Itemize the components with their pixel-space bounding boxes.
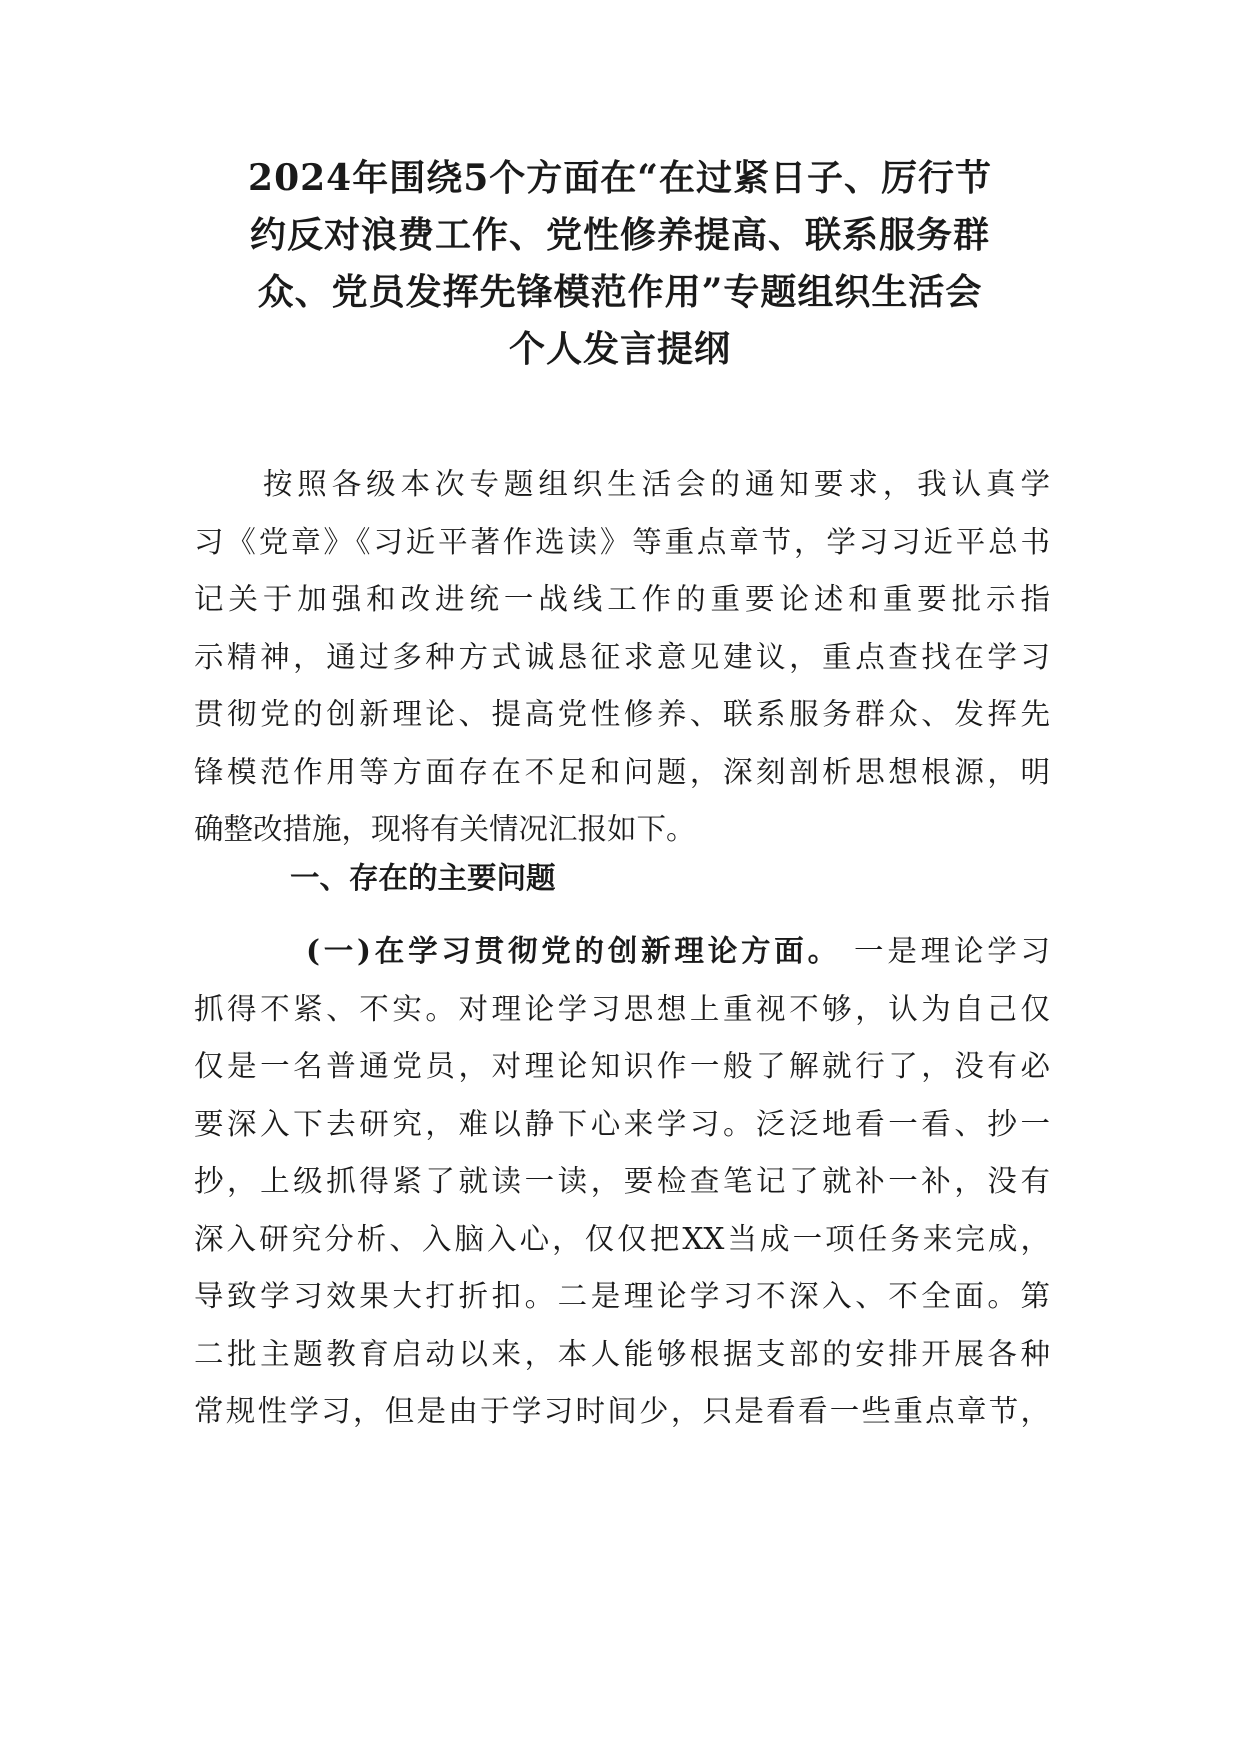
section-heading: 一、存在的主要问题: [290, 860, 556, 895]
paragraph-line: 按照各级本次专题组织生活会的通知要求，我认真学: [194, 467, 1050, 501]
paragraph-line: 抓得不紧、不实。对理论学习思想上重视不够，认为自己仅: [194, 991, 1050, 1026]
paragraph-line: 记关于加强和改进统一战线工作的重要论述和重要批示指: [194, 582, 1050, 616]
document-title: [180, 150, 1060, 378]
paragraph-line: 抄，上级抓得紧了就读一读，要检查笔记了就补一补，没有: [194, 1164, 1050, 1198]
paragraph-line: 仅是一名普通党员，对理论知识作一般了解就行了，没有必: [194, 1049, 1050, 1083]
section-paragraph: [194, 922, 1050, 1441]
paragraph-line: 要深入下去研究，难以静下心来学习。泛泛地看一看、抄一: [194, 1106, 1050, 1141]
paragraph-line: 深入研究分析、入脑入心，仅仅把XX当成一项任务来完成，: [194, 1221, 1050, 1256]
paragraph-line: 贯彻党的创新理论、提高党性修养、联系服务群众、发挥先: [194, 697, 1050, 731]
title-line: 众、党员发挥先锋模范作用”专题组织生活会: [257, 271, 983, 313]
paragraph-line: 锋模范作用等方面存在不足和问题，深刻剖析思想根源，明: [194, 754, 1050, 789]
paragraph-line: 导致学习效果大打折扣。二是理论学习不深入、不全面。第: [194, 1279, 1050, 1313]
paragraph-line: 确整改措施，现将有关情况汇报如下。: [194, 812, 696, 846]
title-line: 个人发言提纲: [508, 328, 731, 370]
paragraph-line: 习《党章》《习近平著作选读》等重点章节，学习习近平总书: [194, 524, 1050, 559]
paragraph-line: 示精神，通过多种方式诚恳征求意见建议，重点查找在学习: [194, 639, 1050, 674]
paragraph-line: 常规性学习，但是由于学习时间少，只是看看一些重点章节，: [194, 1394, 1050, 1428]
paragraph-line: 二批主题教育启动以来，本人能够根据支部的安排开展各种: [194, 1336, 1050, 1371]
paragraph-first-line: [194, 922, 1050, 981]
subsection-heading: (一)在学习贯彻党的创新理论方面。: [306, 933, 841, 968]
paragraph-text: 一是理论学习: [840, 934, 1050, 968]
intro-paragraph: [194, 456, 1050, 859]
title-line: 2024年围绕5个方面在“在过紧日子、厉行节: [248, 157, 992, 199]
title-line: 约反对浪费工作、党性修养提高、联系服务群: [249, 214, 990, 256]
